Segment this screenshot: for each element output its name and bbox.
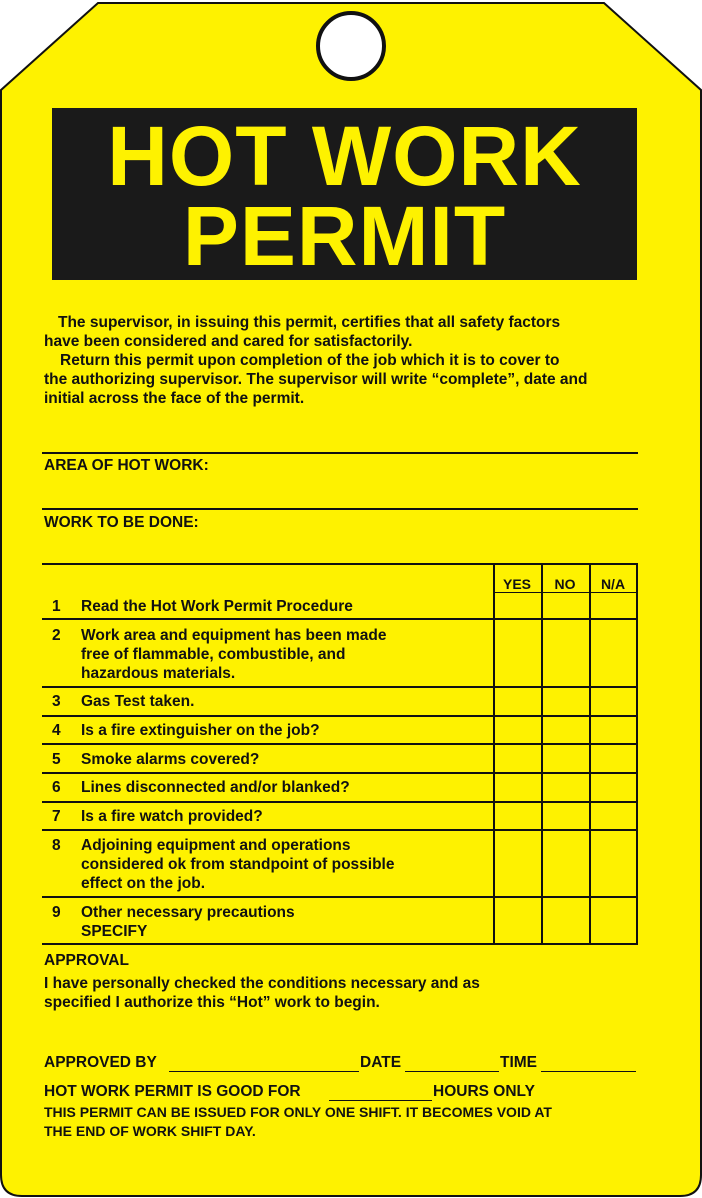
item-number-7: 7 [52,808,61,825]
header-divider [494,592,638,593]
table-bottom-rule [42,943,638,945]
area-of-hot-work-label: AREA OF HOT WORK: [44,457,209,474]
approved-by-label: APPROVED BY [44,1054,157,1071]
field-rule [42,452,638,454]
row-divider [42,618,638,620]
item-text-6: Lines disconnected and/or blanked? [81,779,350,796]
item-text-9b: SPECIFY [81,923,148,940]
intro-line-4: the authorizing supervisor. The supervisor will write “complete”, date and [44,371,588,388]
row-divider [42,772,638,774]
row-divider [42,896,638,898]
row-divider [42,743,638,745]
row-divider [42,715,638,717]
intro-line-1: The supervisor, in issuing this permit, certifies that all safety factors [58,314,561,331]
item-number-9: 9 [52,904,61,921]
row-divider [42,829,638,831]
approval-text-2: specified I authorize this “Hot” work to begin. [44,994,380,1011]
shift-note-2: THE END OF WORK SHIFT DAY. [44,1123,256,1139]
intro-line-3: Return this permit upon completion of the job which it is to cover to [60,352,560,369]
item-text-5: Smoke alarms covered? [81,751,260,768]
column-line [636,565,638,945]
item-number-4: 4 [52,722,61,739]
title-banner [52,108,637,283]
title-line-2: PERMIT [182,189,507,283]
time-line[interactable] [541,1071,636,1072]
title-line-1: HOT WORK [107,109,582,203]
work-field-line[interactable] [42,563,638,565]
yes-column-header: YES [502,576,531,592]
item-text-7: Is a fire watch provided? [81,808,263,825]
approval-heading: APPROVAL [44,952,129,969]
item-text-1: Read the Hot Work Permit Procedure [81,598,353,615]
intro-line-2: have been considered and cared for satisfactorily. [44,333,413,350]
no-column-header: NO [554,576,576,592]
hours-only-label: HOURS ONLY [433,1083,535,1100]
item-number-3: 3 [52,693,61,710]
date-line[interactable] [405,1071,499,1072]
area-field-line[interactable] [42,508,638,510]
na-column-header: N/A [600,576,626,592]
date-label: DATE [360,1054,402,1071]
work-to-be-done-label: WORK TO BE DONE: [44,514,199,531]
item-text-2a: Work area and equipment has been made [81,627,387,644]
item-text-8c: effect on the job. [81,875,205,892]
item-text-9a: Other necessary precautions [81,904,295,921]
item-number-8: 8 [52,837,61,854]
shift-note-1: THIS PERMIT CAN BE ISSUED FOR ONLY ONE SHIFT. IT BECOMES VOID AT [44,1104,552,1120]
item-number-5: 5 [52,751,61,768]
item-text-2c: hazardous materials. [81,665,236,682]
item-text-3: Gas Test taken. [81,693,195,710]
item-text-2b: free of flammable, combustible, and [81,646,346,663]
time-label: TIME [500,1054,538,1071]
hours-line[interactable] [329,1100,432,1101]
item-text-8a: Adjoining equipment and operations [81,837,351,854]
approved-by-line[interactable] [169,1071,359,1072]
row-divider [42,686,638,688]
column-line [493,565,495,945]
grommet-hole [318,13,384,79]
column-line [589,565,591,945]
good-for-label: HOT WORK PERMIT IS GOOD FOR [44,1083,301,1100]
item-number-1: 1 [52,598,61,615]
item-number-6: 6 [52,779,61,796]
row-divider [42,801,638,803]
intro-line-5: initial across the face of the permit. [44,390,305,407]
column-line [541,565,543,945]
item-text-4: Is a fire extinguisher on the job? [81,722,320,739]
item-number-2: 2 [52,627,61,644]
item-text-8b: considered ok from standpoint of possible [81,856,395,873]
approval-text-1: I have personally checked the conditions necessary and as [44,975,480,992]
